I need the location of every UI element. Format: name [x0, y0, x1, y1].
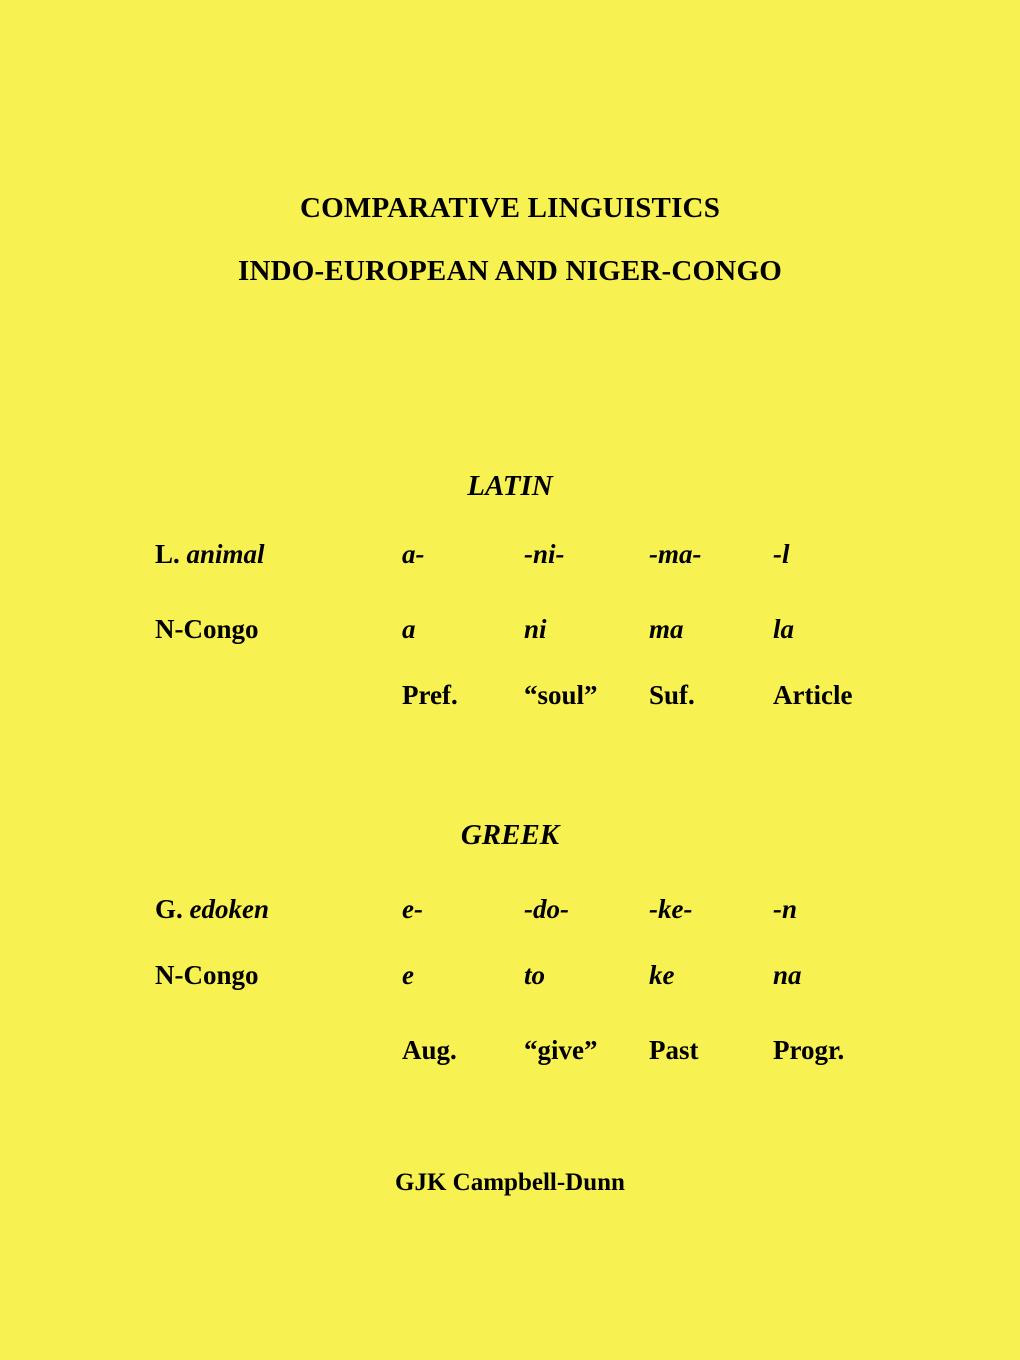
greek-ncongo-1: e [402, 960, 414, 990]
latin-ncongo-2: ni [524, 614, 547, 644]
latin-ncongo-1: a [402, 614, 416, 644]
greek-gloss-2: “give” [524, 1035, 598, 1065]
title-line-2: INDO-EUROPEAN AND NIGER-CONGO [238, 255, 782, 287]
greek-gloss-1: Aug. [402, 1035, 457, 1065]
latin-ncongo-row [0, 611, 1020, 647]
latin-heading: LATIN [467, 470, 553, 502]
greek-word-cell [155, 891, 269, 927]
latin-word-cell [155, 536, 265, 572]
greek-ncongo-3: ke [649, 960, 675, 990]
latin-ncongo-3: ma [649, 614, 684, 644]
greek-segment-4: -n [773, 894, 798, 924]
title-line-1: COMPARATIVE LINGUISTICS [299, 192, 721, 224]
author-name: GJK Campbell-Dunn [395, 1169, 625, 1196]
latin-segment-4: -l [773, 539, 790, 569]
greek-ncongo-label: N-Congo [155, 960, 259, 990]
latin-ncongo-label: N-Congo [155, 614, 259, 644]
latin-gloss-1: Pref. [402, 680, 458, 710]
latin-segment-2: -ni- [524, 539, 565, 569]
greek-word: edoken [189, 894, 269, 924]
latin-word: animal [186, 539, 265, 569]
greek-segment-1: e- [402, 894, 423, 924]
greek-gloss-4: Progr. [773, 1035, 845, 1065]
latin-gloss-2: “soul” [524, 680, 598, 710]
greek-segment-3: -ke- [649, 894, 693, 924]
latin-gloss-row [0, 677, 1020, 713]
greek-ncongo-2: to [524, 960, 546, 990]
latin-segment-1: a- [402, 539, 425, 569]
latin-segment-3: -ma- [649, 539, 702, 569]
greek-gloss-row [0, 1032, 1020, 1068]
latin-word-row [0, 536, 1020, 572]
greek-word-row [0, 891, 1020, 927]
latin-ncongo-4: la [773, 614, 795, 644]
greek-ncongo-row [0, 957, 1020, 993]
greek-gloss-3: Past [649, 1035, 699, 1065]
greek-segment-2: -do- [524, 894, 569, 924]
greek-word-prefix: G. [155, 894, 183, 924]
latin-gloss-4: Article [773, 680, 853, 710]
greek-ncongo-4: na [773, 960, 802, 990]
latin-gloss-3: Suf. [649, 680, 695, 710]
latin-word-prefix: L. [155, 539, 180, 569]
greek-heading: GREEK [460, 819, 560, 851]
